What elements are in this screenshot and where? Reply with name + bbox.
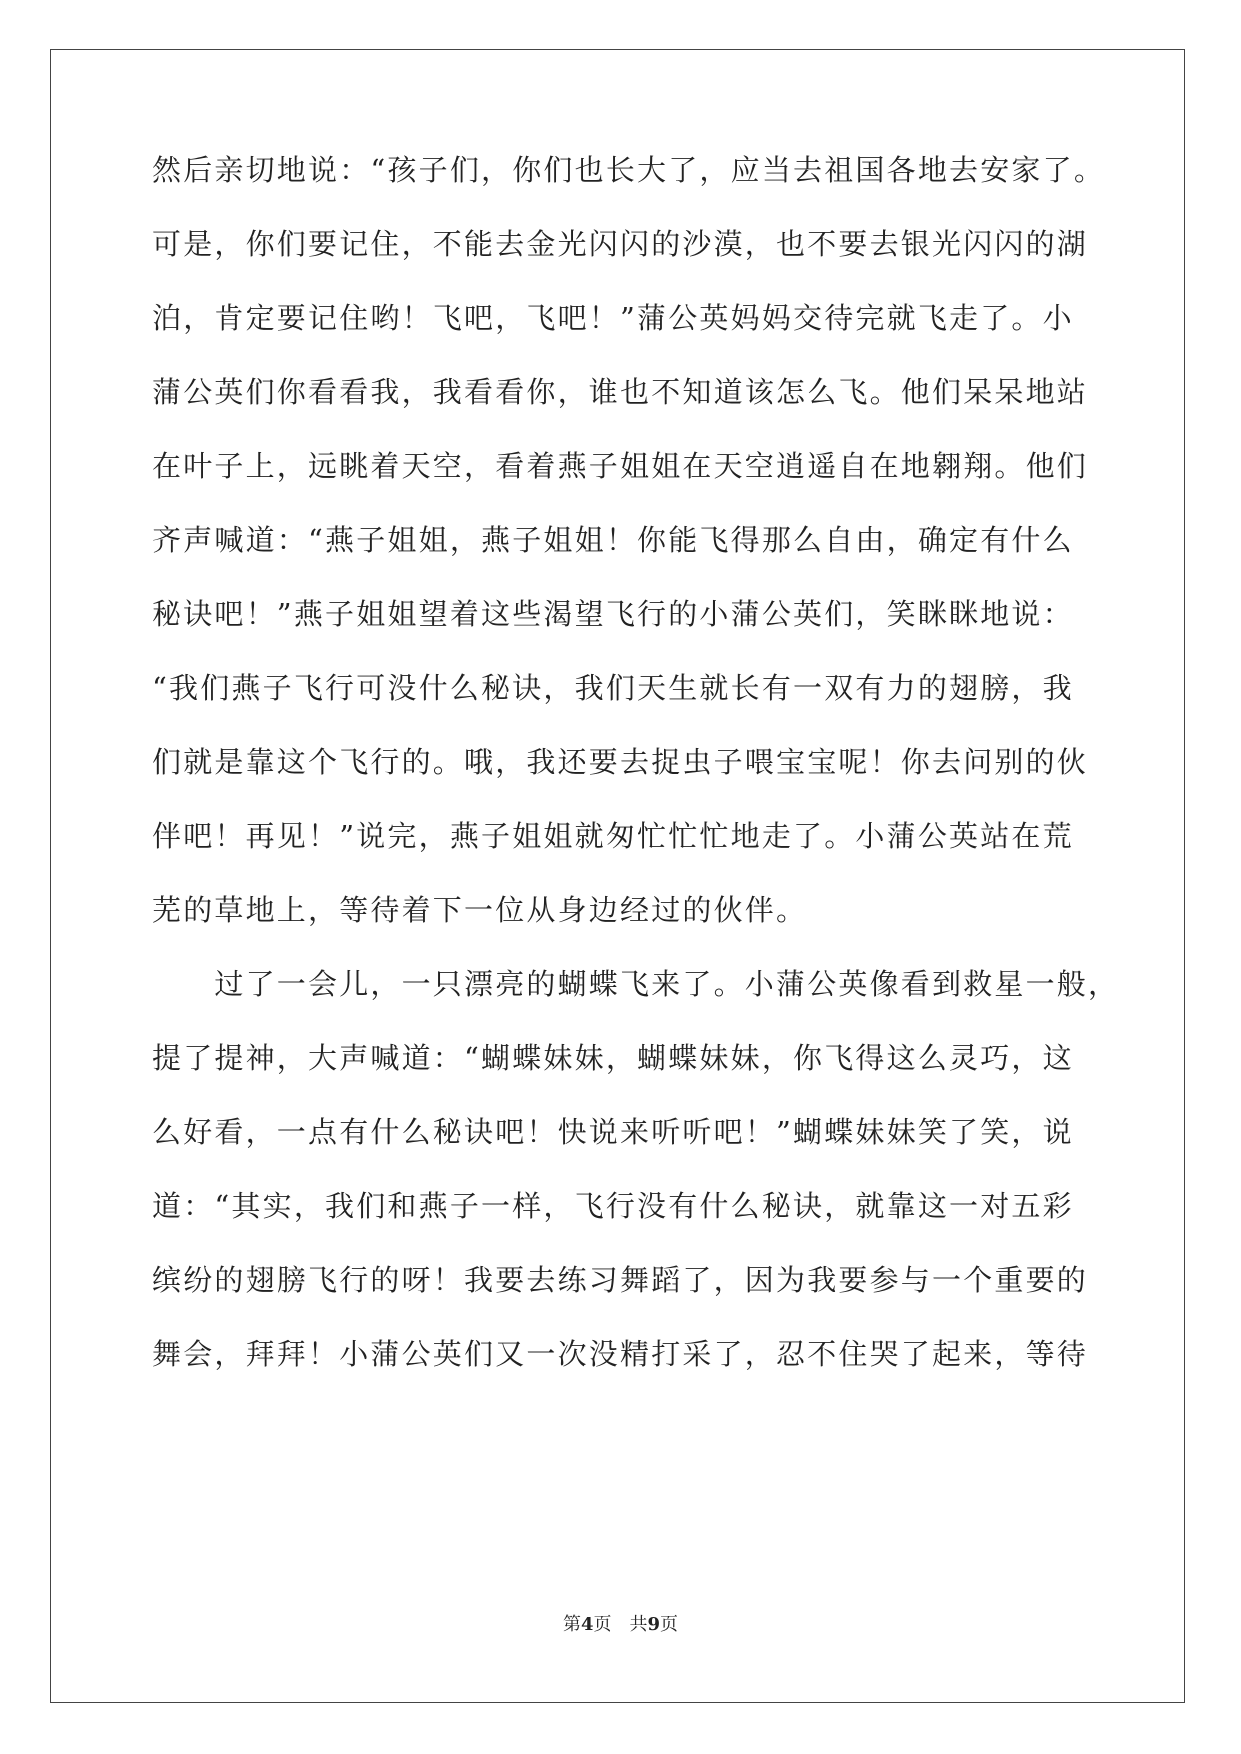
body-text-line: 蒲公英们你看看我，我看看你，谁也不知道该怎么飞。他们呆呆地站 bbox=[152, 375, 1089, 409]
body-text-line: 过了一会儿，一只漂亮的蝴蝶飞来了。小蒲公英像看到救星一般， bbox=[152, 967, 1120, 1001]
current-page-number: 4 bbox=[580, 1614, 594, 1635]
footer-total-suffix: 页 bbox=[660, 1614, 679, 1635]
body-text-line: 缤纷的翅膀飞行的呀！我要去练习舞蹈了，因为我要参与一个重要的 bbox=[152, 1263, 1089, 1297]
body-text-line: 可是，你们要记住，不能去金光闪闪的沙漠，也不要去银光闪闪的湖 bbox=[152, 227, 1089, 261]
body-text-line: 道：“其实，我们和燕子一样，飞行没有什么秘诀，就靠这一对五彩 bbox=[152, 1189, 1074, 1223]
body-text-line: 么好看，一点有什么秘诀吧！快说来听听吧！”蝴蝶妹妹笑了笑，说 bbox=[152, 1115, 1074, 1149]
footer-page-word: 页 bbox=[593, 1614, 612, 1635]
total-page-number: 9 bbox=[647, 1614, 661, 1635]
body-text-line: 泊，肯定要记住哟！飞吧，飞吧！”蒲公英妈妈交待完就飞走了。小 bbox=[152, 301, 1074, 335]
body-text-line: 提了提神，大声喊道：“蝴蝶妹妹，蝴蝶妹妹，你飞得这么灵巧，这 bbox=[152, 1041, 1074, 1075]
body-text-line: 然后亲切地说：“孩子们，你们也长大了，应当去祖国各地去安家了。 bbox=[152, 153, 1106, 187]
page-footer bbox=[0, 1610, 1241, 1636]
footer-total-prefix: 共 bbox=[629, 1614, 648, 1635]
body-text-line: 秘诀吧！”燕子姐姐望着这些渴望飞行的小蒲公英们，笑眯眯地说： bbox=[152, 597, 1074, 631]
body-text-line: 齐声喊道：“燕子姐姐，燕子姐姐！你能飞得那么自由，确定有什么 bbox=[152, 523, 1074, 557]
body-text-line: 在叶子上，远眺着天空，看着燕子姐姐在天空逍遥自在地翱翔。他们 bbox=[152, 449, 1089, 483]
body-text-line: “我们燕子飞行可没什么秘诀，我们天生就长有一双有力的翅膀，我 bbox=[152, 671, 1074, 705]
body-text-line: 舞会，拜拜！小蒲公英们又一次没精打采了，忍不住哭了起来，等待 bbox=[152, 1337, 1089, 1371]
footer-prefix: 第 bbox=[562, 1614, 581, 1635]
body-text-line: 芜的草地上，等待着下一位从身边经过的伙伴。 bbox=[152, 893, 808, 927]
body-text-line: 伴吧！再见！”说完，燕子姐姐就匆忙忙忙地走了。小蒲公英站在荒 bbox=[152, 819, 1074, 853]
body-text-line: 们就是靠这个飞行的。哦，我还要去捉虫子喂宝宝呢！你去问别的伙 bbox=[152, 745, 1089, 779]
